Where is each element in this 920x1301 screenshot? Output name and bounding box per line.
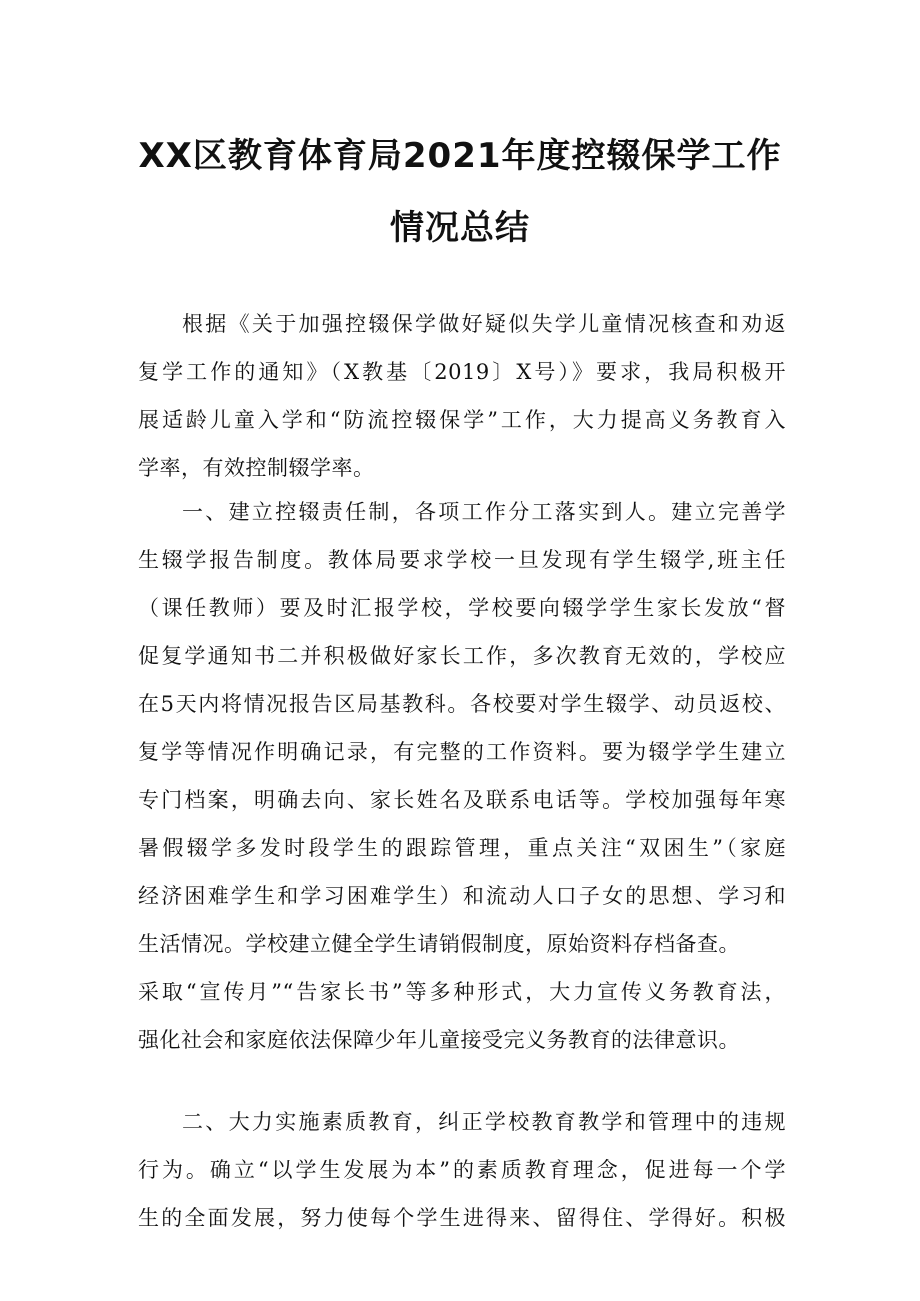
paragraph-line: 促复学通知书二并积极做好家长工作，多次教育无效的，学校应 — [138, 644, 786, 668]
paragraph-line: 学率，有效控制辍学率。 — [138, 456, 375, 480]
paragraph-line: 专门档案，明确去向、家长姓名及联系电话等。学校加强每年寒 — [138, 788, 786, 812]
paragraph-line: 在5天内将情况报告区局基教科。各校要对学生辍学、动员返校、 — [138, 692, 786, 716]
paragraph-section-one — [138, 488, 786, 1064]
paragraph-line: 经济困难学生和学习困难学生）和流动人口子女的思想、学习和 — [138, 884, 786, 908]
paragraph-line: 展适龄儿童入学和“防流控辍保学”工作，大力提高义务教育入 — [138, 408, 786, 432]
document-title-line-1: XX区教育体育局2021年度控辍保学工作 — [138, 136, 782, 176]
paragraph-line: 生辍学报告制度。教体局要求学校一旦发现有学生辍学,班主任 — [138, 548, 786, 572]
paragraph-line: （课任教师）要及时汇报学校，学校要向辍学学生家长发放“督 — [138, 596, 786, 620]
paragraph-line: 生活情况。学校建立健全学生请销假制度，原始资料存档备查。 — [138, 932, 740, 956]
paragraph-line: 行为。确立“以学生发展为本”的素质教育理念，促进每一个学 — [138, 1158, 786, 1182]
paragraph-line: 暑假辍学多发时段学生的跟踪管理，重点关注“双困生”（家庭 — [138, 836, 786, 860]
paragraph-line: 根据《关于加强控辍保学做好疑似失学儿童情况核查和劝返 — [182, 312, 786, 336]
paragraph-line: 强化社会和家庭依法保障少年儿童接受完义务教育的法律意识。 — [138, 1028, 740, 1052]
paragraph-line: 一、建立控辍责任制，各项工作分工落实到人。建立完善学 — [182, 500, 786, 524]
paragraph-line: 采取“宣传月”“告家长书”等多种形式，大力宣传义务教育法， — [138, 980, 786, 1004]
paragraph-section-two — [138, 1098, 786, 1242]
paragraph-line: 复学工作的通知》（X教基〔2019〕X号）》要求，我局积极开 — [138, 360, 786, 384]
paragraph-line: 生的全面发展，努力使每个学生进得来、留得住、学得好。积极 — [138, 1206, 786, 1230]
paragraph-line: 复学等情况作明确记录，有完整的工作资料。要为辍学学生建立 — [138, 740, 786, 764]
document-title-line-2: 情况总结 — [390, 208, 530, 248]
paragraph-line: 二、大力实施素质教育，纠正学校教育教学和管理中的违规 — [182, 1110, 786, 1134]
paragraph-intro — [138, 300, 786, 492]
